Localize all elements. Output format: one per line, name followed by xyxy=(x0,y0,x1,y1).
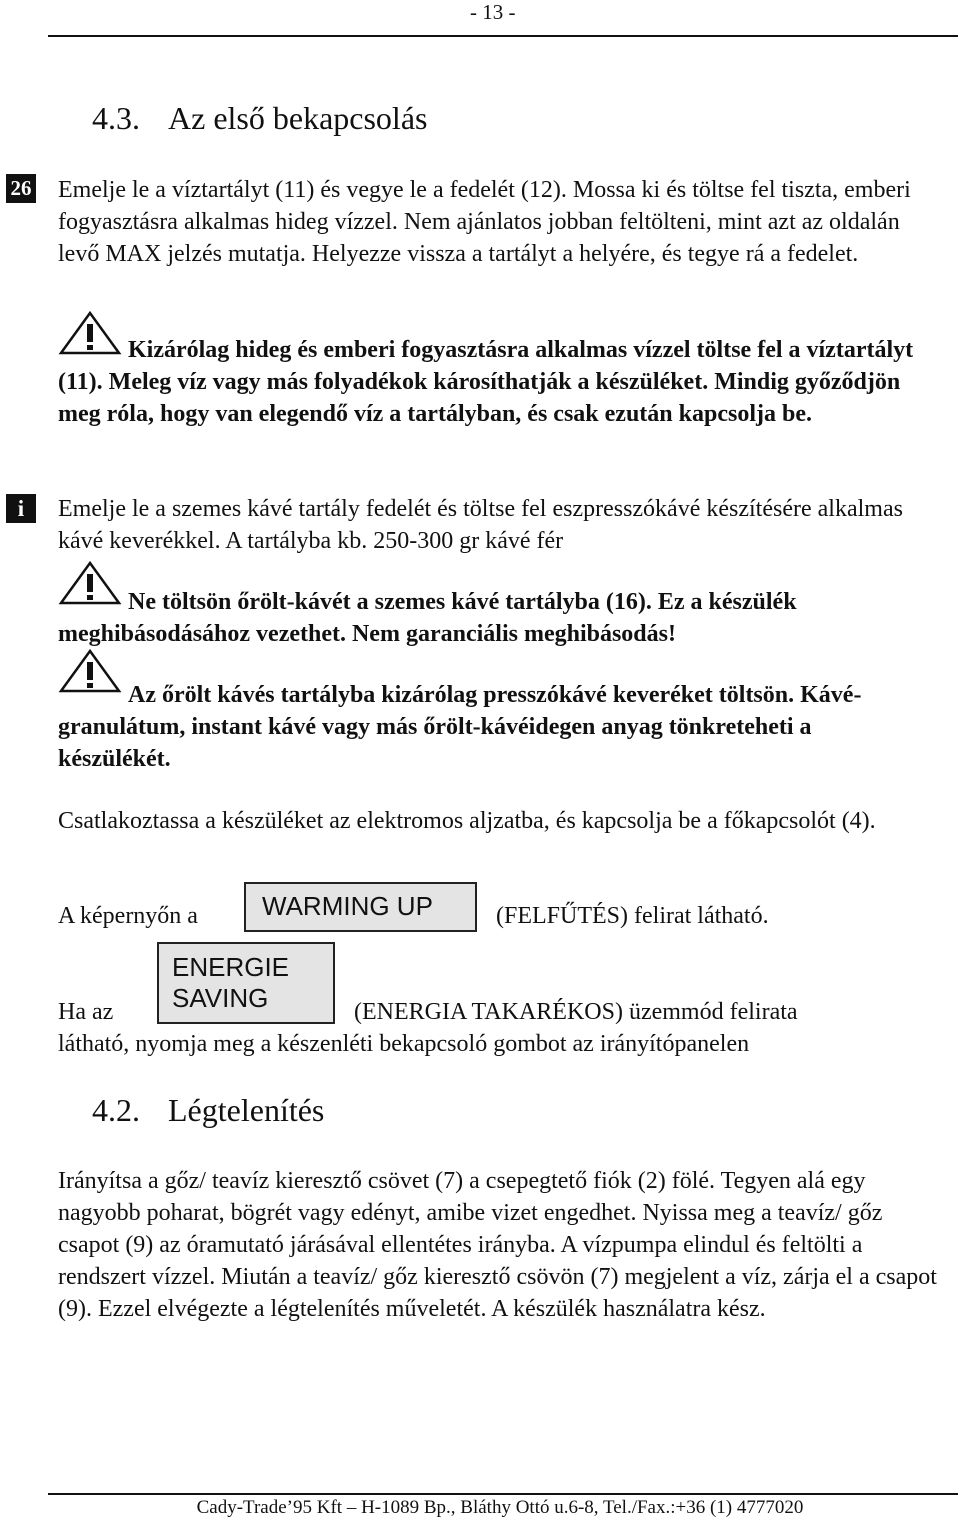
info-icon: i xyxy=(6,494,36,523)
display-warming-up: WARMING UP xyxy=(244,882,477,932)
warning-no-ground-coffee: Ne töltsön őrölt-kávét a szemes kávé tartályba (16). Ez a készülék meghibásodásához vezethet. Nem garanciális meghibásodás! xyxy=(58,589,797,647)
section-number: 4.2. xyxy=(92,1092,140,1128)
warning-cold-water: Kizárólag hideg és emberi fogyasztásra alkalmas vízzel töltse fel a víztartályt (11). Meleg víz vagy más folyadékok károsíthatják a készüléket. Mindig győződjön meg róla, hogy van elegendő víz a tartályban, és csak ezután kapcsolja be. xyxy=(58,337,914,427)
display-intro-text: A képernyőn a xyxy=(58,903,198,929)
section-heading-first-startup xyxy=(92,100,427,137)
paragraph-power-on: Csatlakoztassa a készüléket az elektromos aljzatba, és kapcsolja be a főkapcsolót (4). xyxy=(58,808,876,834)
paragraph-fill-tank: Emelje le a víztartályt (11) és vegye le a fedelét (12). Mossa ki és töltse fel tiszta, emberi fogyasztásra alkalmas hideg vízzel. Nem ajánlatos jobban feltölteni, mint azt az oldalán levő MAX jelzés mutatja. Helyezze vissza a tartályt a helyére, és tegye rá a fedelet. xyxy=(58,177,911,267)
footer-contact: Cady-Trade’95 Kft – H-1089 Bp., Bláthy Ottó u.6-8, Tel./Fax.:+36 (1) 4777020 xyxy=(196,1497,804,1518)
display-energie-saving xyxy=(157,942,335,1024)
display-warming-up-caption: (FELFŰTÉS) felirat látható. xyxy=(496,903,769,929)
display-intro-text: Ha az xyxy=(58,999,114,1025)
display-energy-instruction: látható, nyomja meg a készenléti bekapcsoló gombot az irányítópanelen xyxy=(58,1031,750,1057)
header-divider xyxy=(48,35,958,37)
display-line: ENERGIE xyxy=(172,952,290,982)
section-number: 4.3. xyxy=(92,100,140,136)
section-title: Légtelenítés xyxy=(168,1092,325,1128)
display-energy-caption: (ENERGIA TAKARÉKOS) üzemmód felirata xyxy=(354,999,798,1025)
section-title: Az első bekapcsolás xyxy=(168,100,428,136)
page-number: - 13 - xyxy=(470,0,516,24)
paragraph-bean-container: Emelje le a szemes kávé tartály fedelét és töltse fel eszpresszókávé készítésére alkalmas kávé keverékkel. A tartályba kb. 250-300 gr kávé fér xyxy=(58,496,903,554)
footer-divider xyxy=(48,1493,958,1495)
warning-ground-coffee-container: Az őrölt kávés tartályba kizárólag presszókávé keveréket töltsön. Kávé-granulátum, instant kávé vagy más őrölt-kávéidegen anyag tönkreteheti a készülékét. xyxy=(58,682,862,772)
section-heading-venting xyxy=(92,1092,324,1129)
paragraph-venting: Irányítsa a gőz/ teavíz kieresztő csövet (7) a csepegtető fiók (2) fölé. Tegyen alá egy nagyobb poharat, bögrét vagy edényt, amibe vizet engedhet. Nyissa meg a teavíz/ gőz csapot (9) az óramutató járásával ellentétes irányba. A vízpumpa elindul és feltölti a rendszert vízzel. Miután a teavíz/ gőz kieresztő csövön (7) megjelent a víz, zárja el a csapot (9). Ezzel elvégezte a légtelenítés műveletét. A készülék használatra kész. xyxy=(58,1168,937,1322)
figure-reference-badge: 26 xyxy=(6,174,36,203)
display-line: SAVING xyxy=(172,983,269,1013)
